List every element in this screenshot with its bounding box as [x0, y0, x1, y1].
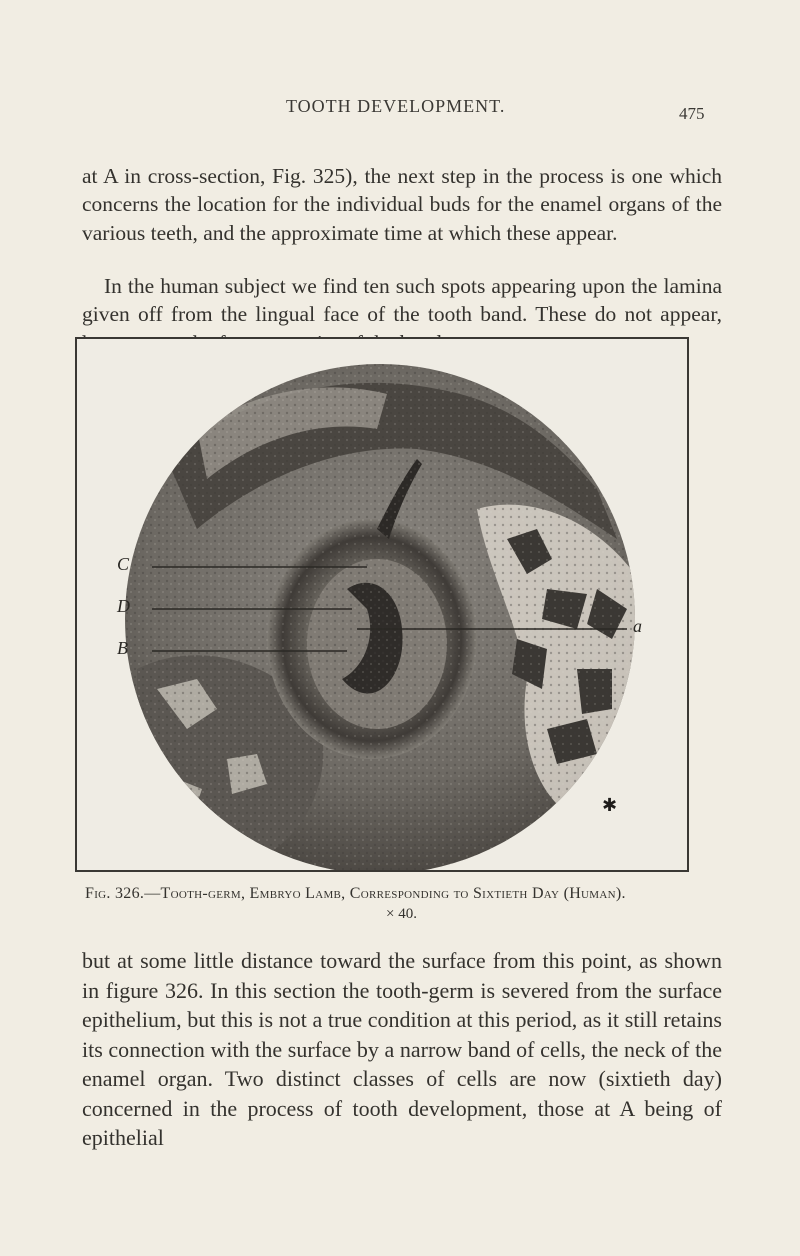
label-d: D: [117, 596, 130, 616]
page-number: 475: [679, 104, 705, 123]
figure-plate: [75, 337, 689, 872]
paragraph-1: at A in cross-section, Fig. 325), the next step in the process is one which concerns the location for the individual buds for the enamel organs of the various teeth, and the approximate time at which these appear.: [82, 163, 722, 245]
page-header: [0, 96, 800, 126]
micrograph-image: [77, 339, 687, 870]
figure-caption: [85, 884, 725, 904]
label-a: a: [633, 616, 642, 636]
paragraph-3: but at some little distance toward the surface from this point, as shown in figure 326. In this section the tooth-germ is severed from the surface epithelium, but this is not a true condition at this period, as it still retains its connection with the surface by a narrow band of cells, the neck of the enamel organ. Two distinct classes of cells are now (sixtieth day) concerned in the process of tooth development, those at A being of epithelial: [82, 948, 722, 1150]
figure-magnification: × 40.: [386, 906, 417, 922]
asterisk-mark: ✱: [602, 795, 618, 816]
label-b: B: [117, 638, 128, 658]
label-c: C: [117, 554, 130, 574]
running-head: TOOTH DEVELOPMENT.: [286, 96, 506, 116]
paragraph-2: In the human subject we find ten such spots appearing upon the lamina given off from the lingual face of the tooth band. These do not appear,: [82, 273, 722, 326]
figure-caption-text: Fig. 326.—Tooth-germ, Embryo Lamb, Corresponding to Sixtieth Day (Human).: [85, 885, 626, 902]
